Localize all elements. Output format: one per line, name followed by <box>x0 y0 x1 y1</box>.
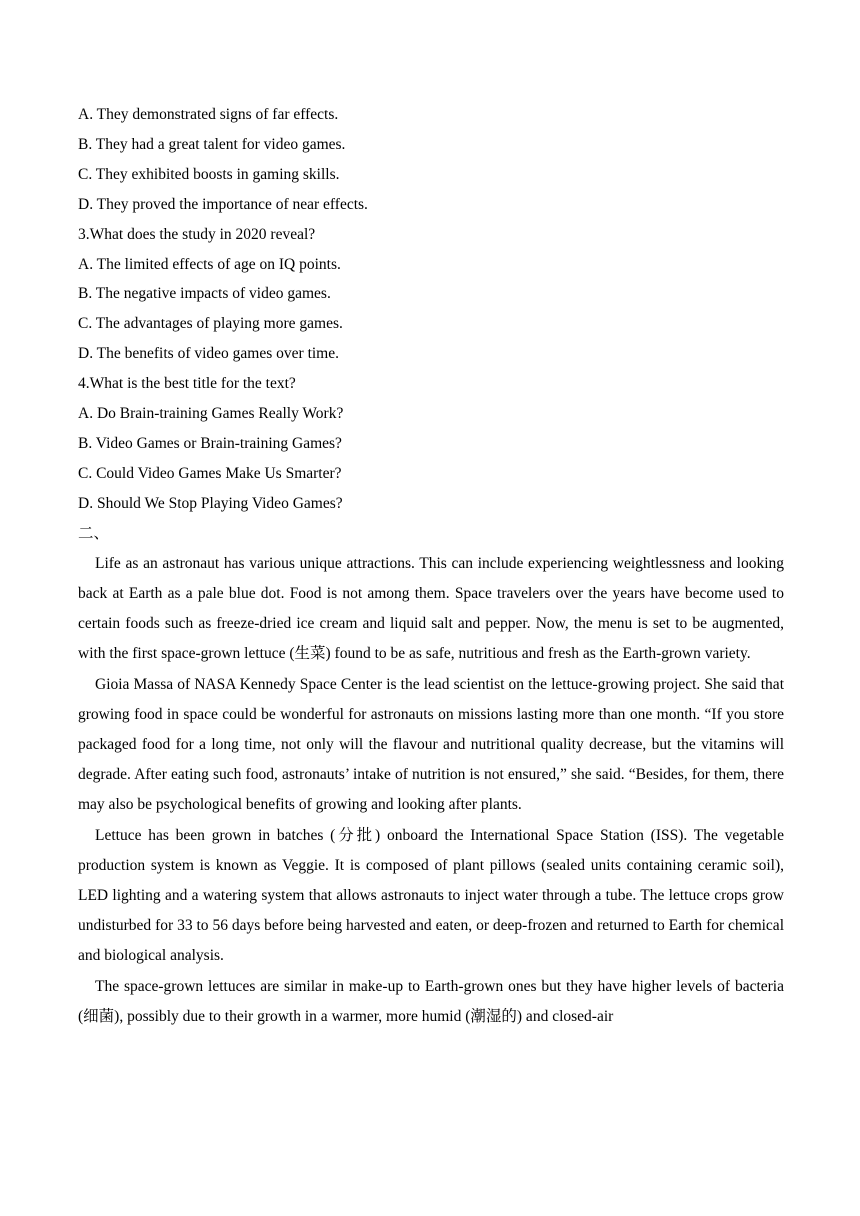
document-content <box>78 100 784 1032</box>
section-marker: 二、 <box>78 524 110 542</box>
option-c: C. The advantages of playing more games. <box>78 315 343 333</box>
option-a: A. The limited effects of age on IQ points. <box>78 255 341 273</box>
option-a: A. They demonstrated signs of far effects. <box>78 106 339 123</box>
option-d: D. They proved the importance of near effects. <box>78 195 368 213</box>
passage-paragraph-4: The space-grown lettuces are similar in make-up to Earth-grown ones but they have higher levels of bacteria (细菌), possibly due to their growth in a warmer, more humid (潮湿的) and closed-air <box>78 977 784 1025</box>
question-4 <box>78 369 784 519</box>
option-b: B. Video Games or Brain-training Games? <box>78 434 342 452</box>
passage-paragraph-2: Gioia Massa of NASA Kennedy Space Center is the lead scientist on the lettuce-growing project. She said that growing food in space could be wonderful for astronauts on missions lasting more than one month. “If you store packaged food for a long time, not only will the flavour and nutritional quality decrease, but the vitamins will degrade. After eating such food, astronauts’ intake of nutrition is not ensured,” she said. “Besides, for them, there may also be psychological benefits of growing and looking after plants. <box>78 675 784 814</box>
option-b: B. The negative impacts of video games. <box>78 285 331 303</box>
option-c: C. Could Video Games Make Us Smarter? <box>78 464 342 482</box>
question-stem: 3.What does the study in 2020 reveal? <box>78 225 316 243</box>
option-d: D. Should We Stop Playing Video Games? <box>78 494 343 512</box>
passage-paragraph-1: Life as an astronaut has various unique attractions. This can include experiencing weightlessness and looking back at Earth as a pale blue dot. Food is not among them. Space travelers over the years have become used to certain foods such as freeze-dried ice cream and liquid salt and pepper. Now, the menu is set to be augmented, with the first space-grown lettuce (生菜) found to be as safe, nutritious and fresh as the Earth-grown variety. <box>78 554 784 663</box>
option-a: A. Do Brain-training Games Really Work? <box>78 405 344 423</box>
passage <box>78 549 784 1032</box>
question-stem: 4.What is the best title for the text? <box>78 375 296 393</box>
option-b: B. They had a great talent for video games. <box>78 135 346 153</box>
question-3 <box>78 220 784 370</box>
option-d: D. The benefits of video games over time. <box>78 345 339 363</box>
question-2-options <box>78 100 784 220</box>
passage-paragraph-3: Lettuce has been grown in batches (分批) onboard the International Space Station (ISS). The vegetable production system is known as Veggie. It is composed of plant pillows (sealed units containing ceramic soil), LED lighting and a watering system that allows astronauts to inject water through a tube. The lettuce crops grow undisturbed for 33 to 56 days before being harvested and eaten, or deep-frozen and returned to Earth for chemical and biological analysis. <box>78 826 784 965</box>
option-c: C. They exhibited boosts in gaming skills. <box>78 165 340 183</box>
